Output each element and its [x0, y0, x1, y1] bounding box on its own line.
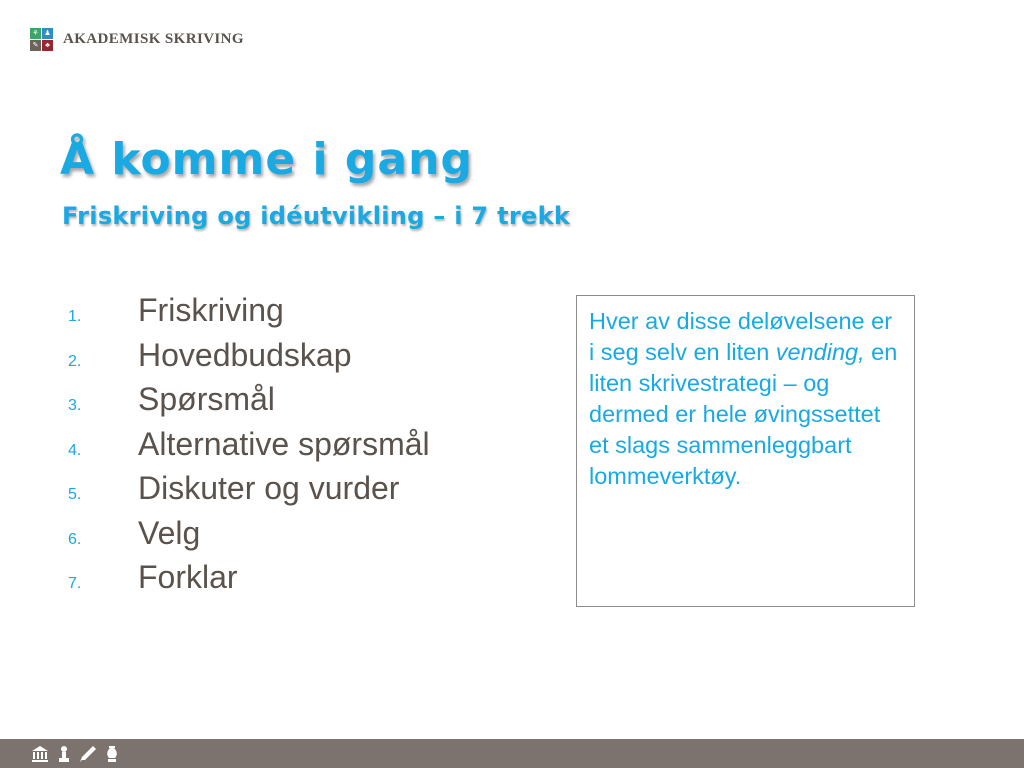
list-item [68, 515, 430, 560]
step-label: Friskriving [138, 292, 284, 328]
step-label: Spørsmål [138, 381, 275, 417]
slide-subtitle: Friskriving og idéutvikling – i 7 trekk [62, 202, 571, 230]
building-icon [30, 744, 50, 764]
list-item [68, 559, 430, 604]
step-label: Hovedbudskap [138, 336, 352, 373]
steps-list [68, 292, 430, 604]
slide-title: Å komme i gang [60, 134, 473, 185]
step-number: 2. [68, 352, 82, 370]
step-number: 6. [68, 530, 82, 548]
brand-logo [30, 28, 53, 51]
logo-tile-icon: ♣ [42, 40, 53, 51]
brand [30, 28, 244, 51]
list-item [68, 426, 430, 471]
logo-tile-icon: ✎ [30, 40, 41, 51]
logo-tile-icon: ⚘ [30, 28, 41, 39]
note-text-before: Hver av disse deløvelsene er i seg selv en liten [589, 308, 893, 365]
note-emphasis: vending, [775, 339, 865, 365]
pen-icon [78, 744, 98, 764]
list-item [68, 470, 430, 515]
list-item [68, 337, 430, 382]
step-number: 4. [68, 441, 82, 459]
step-number: 3. [68, 397, 82, 414]
step-number: 5. [68, 486, 82, 503]
note-text [589, 306, 902, 492]
step-label: Diskuter og vurder [138, 470, 400, 506]
step-number: 1. [68, 308, 82, 325]
step-number: 7. [68, 575, 82, 592]
vase-icon [102, 744, 122, 764]
footer-bar [0, 739, 1024, 768]
step-label: Velg [138, 514, 201, 551]
note-box [576, 295, 915, 607]
list-item [68, 381, 430, 426]
note-text-after: en liten skrivestrategi – og dermed er hele øvingssettet et slags sammenleggbart lommeverktøy. [589, 339, 898, 489]
brand-name: AKADEMISK SKRIVING [63, 31, 244, 47]
logo-tile-icon: ♟ [42, 28, 53, 39]
list-item [68, 292, 430, 337]
chess-piece-icon [54, 744, 74, 764]
step-label: Alternative spørsmål [138, 425, 430, 462]
step-label: Forklar [138, 559, 238, 595]
